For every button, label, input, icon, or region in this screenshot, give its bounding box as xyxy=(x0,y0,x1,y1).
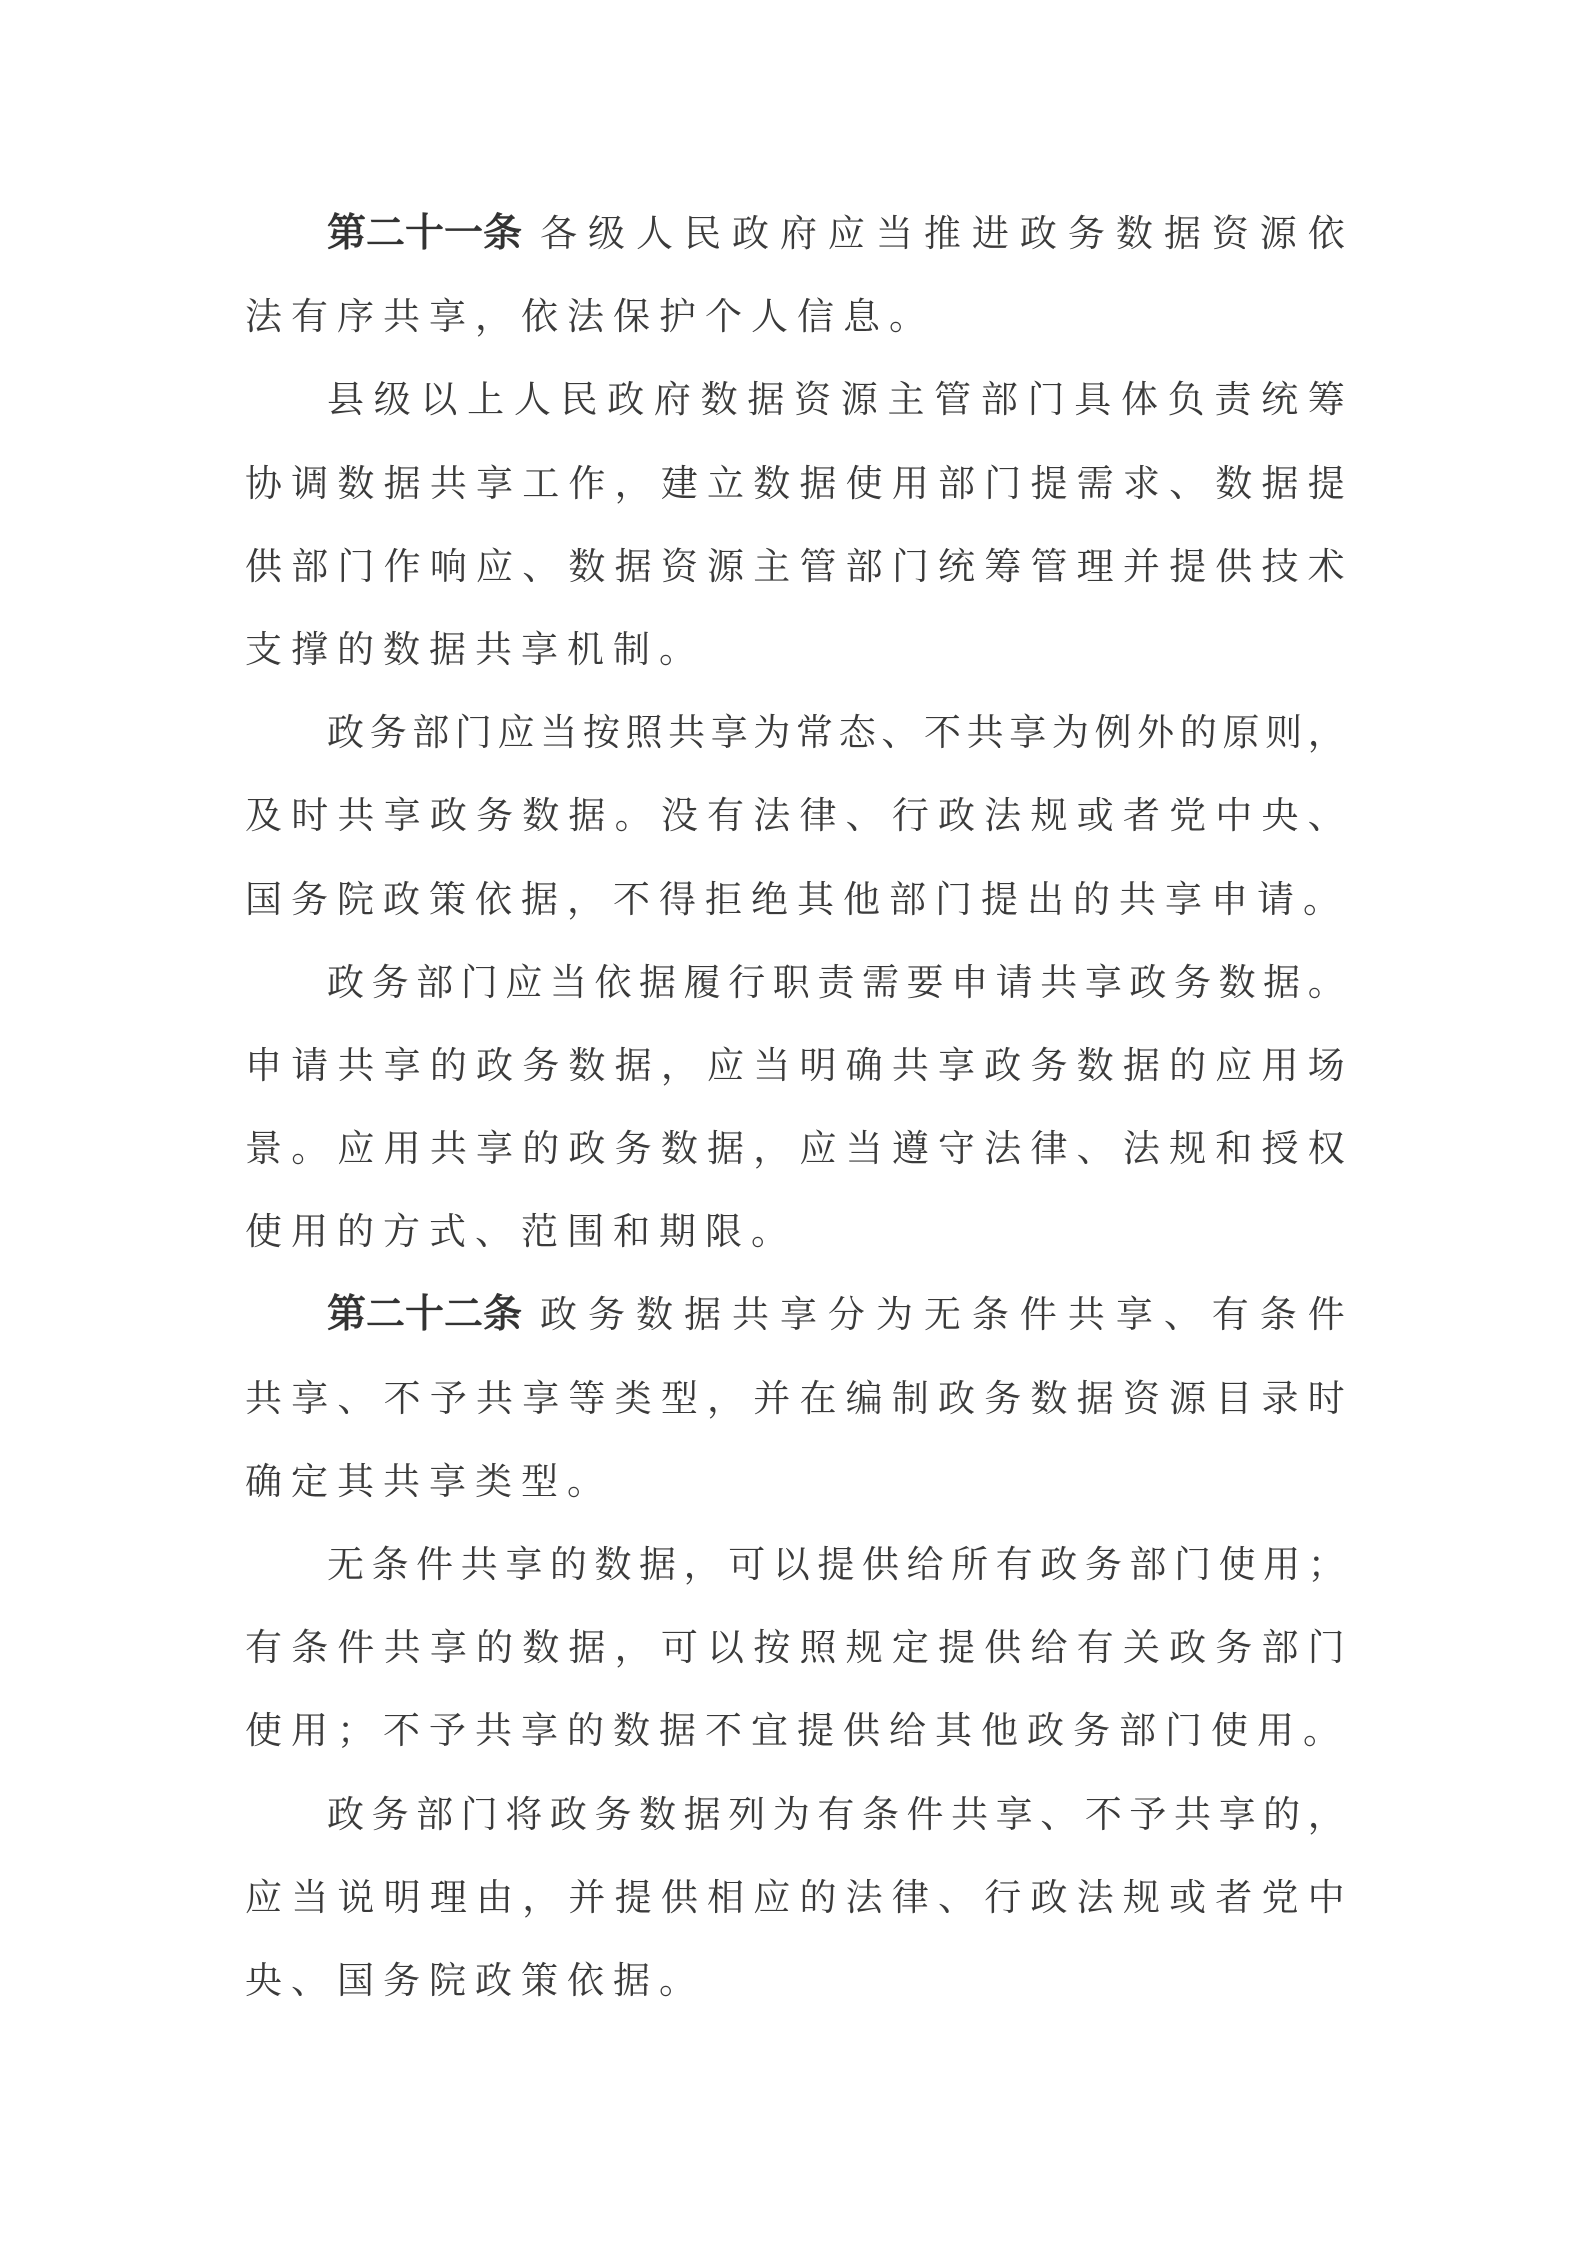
article-21-paragraph-4 xyxy=(245,941,1345,1274)
text-line: 使用的方式、范围和期限。 xyxy=(245,1210,797,1254)
article-22-paragraph-3 xyxy=(245,1773,1345,2023)
text-line xyxy=(245,192,1345,275)
text-line: 供 部 门 作 响 应 、 数 据 资 源 主 管 部 门 统 筹 管 理 并 提 供 技 术 xyxy=(245,544,1345,588)
text-line: 支撑的数据共享机制。 xyxy=(245,627,705,671)
line-text: 政 务 数 据 共 享 分 为 无 条 件 共 享 、 有 条 件 xyxy=(540,1293,1345,1337)
text-line: 申 请 共 享 的 政 务 数 据 ， 应 当 明 确 共 享 政 务 数 据 的 应 用 场 xyxy=(245,1043,1345,1087)
article-21-paragraph-1 xyxy=(245,192,1345,358)
article-22-paragraph-1 xyxy=(245,1273,1345,1523)
text-line: 政 务 部 门 将 政 务 数 据 列 为 有 条 件 共 享 、 不 予 共 享 的 ， xyxy=(327,1792,1345,1836)
article-21-paragraph-3 xyxy=(245,691,1349,941)
article-21-paragraph-2 xyxy=(245,358,1345,691)
text-line: 央、国务院政策依据。 xyxy=(245,1958,705,2002)
document-page xyxy=(245,192,1349,2022)
article-number: 第二十二条 xyxy=(327,1292,523,1338)
text-line: 有 条 件 共 享 的 数 据 ， 可 以 按 照 规 定 提 供 给 有 关 政 务 部 门 xyxy=(245,1626,1345,1670)
text-line: 政 务 部 门 应 当 按 照 共 享 为 常 态 、 不 共 享 为 例 外 的 原 则 ， xyxy=(327,711,1345,755)
text-line xyxy=(245,1273,1345,1356)
article-21 xyxy=(245,192,1349,1273)
text-line: 景 。 应 用 共 享 的 政 务 数 据 ， 应 当 遵 守 法 律 、 法 规 和 授 权 xyxy=(245,1127,1345,1171)
article-number: 第二十一条 xyxy=(327,211,523,256)
article-22-paragraph-2 xyxy=(245,1523,1349,1773)
text-line: 共 享 、 不 予 共 享 等 类 型 ， 并 在 编 制 政 务 数 据 资 源 目 录 时 xyxy=(245,1376,1345,1420)
article-22 xyxy=(245,1273,1349,2022)
text-line: 应 当 说 明 理 由 ， 并 提 供 相 应 的 法 律 、 行 政 法 规 或 者 党 中 xyxy=(245,1875,1345,1919)
text-line: 政 务 部 门 应 当 依 据 履 行 职 责 需 要 申 请 共 享 政 务 数 据 。 xyxy=(327,960,1345,1004)
text-line: 协 调 数 据 共 享 工 作 ， 建 立 数 据 使 用 部 门 提 需 求 、 数 据 提 xyxy=(245,461,1345,505)
text-line: 国务院政策依据，不得拒绝其他部门提出的共享申请。 xyxy=(245,877,1349,921)
text-line: 使用；不予共享的数据不宜提供给其他政务部门使用。 xyxy=(245,1709,1349,1753)
line-text: 各 级 人 民 政 府 应 当 推 进 政 务 数 据 资 源 依 xyxy=(540,212,1345,255)
text-line: 及 时 共 享 政 务 数 据 。 没 有 法 律 、 行 政 法 规 或 者 党 中 央 、 xyxy=(245,794,1345,838)
text-line: 无 条 件 共 享 的 数 据 ， 可 以 提 供 给 所 有 政 务 部 门 使 用 ； xyxy=(327,1543,1345,1586)
text-line: 确定其共享类型。 xyxy=(245,1459,613,1503)
text-line: 法有序共享，依法保护个人信息。 xyxy=(245,295,935,339)
text-line: 县 级 以 上 人 民 政 府 数 据 资 源 主 管 部 门 具 体 负 责 统 筹 xyxy=(327,378,1345,422)
